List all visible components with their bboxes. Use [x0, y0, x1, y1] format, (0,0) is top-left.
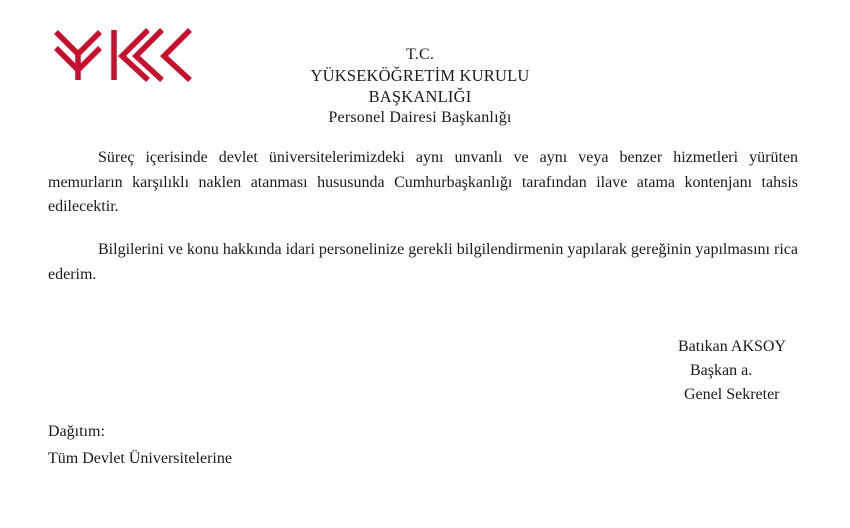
header-tc: T.C.: [405, 46, 435, 63]
body-paragraph-1: Süreç içerisinde devlet üniversitelerimizdeki aynı unvanlı ve aynı veya benzer hizmetleri yürüten memurların karşılıklı naklen atanması hususunda Cumhurbaşkanlığı tarafından ilave atama kontenjanı tahsis edilecektir.: [48, 149, 798, 215]
distribution-recipient: Tüm Devlet Üniversitelerine: [48, 450, 232, 467]
header-department: Personel Dairesi Başkanlığı: [328, 109, 512, 126]
body-paragraph-2: Bilgilerini ve konu hakkında idari personelinize gerekli bilgilendirmenin yapılarak gereğinin yapılmasını rica ederim.: [48, 241, 798, 283]
yok-logo-icon: [50, 26, 195, 82]
signatory-name: Batıkan AKSOY: [678, 338, 786, 355]
signatory-title: Başkan a.: [690, 362, 753, 379]
signatory-role: Genel Sekreter: [684, 386, 780, 403]
distribution-label: Dağıtım:: [48, 423, 105, 440]
header-institution: YÜKSEKÖĞRETİM KURULU BAŞKANLIĞI: [310, 66, 530, 106]
letter-header: [270, 44, 570, 128]
